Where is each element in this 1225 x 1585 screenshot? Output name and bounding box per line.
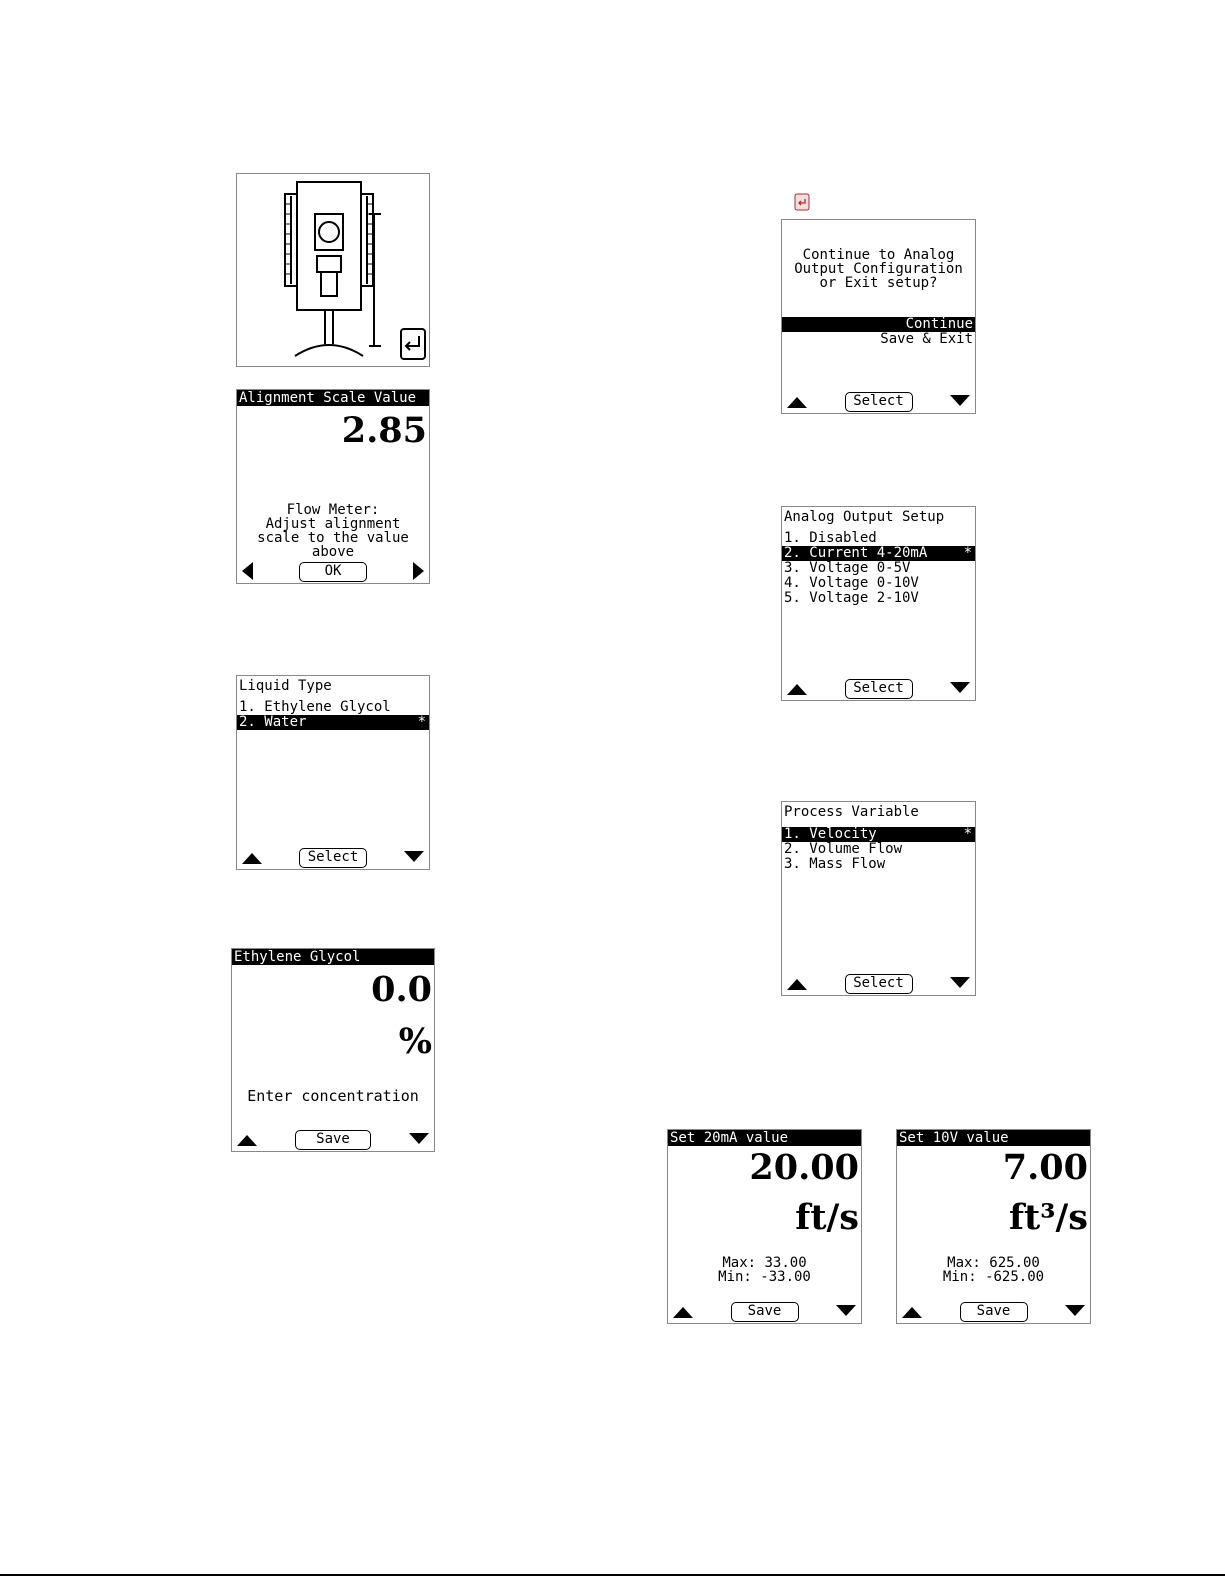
flow-meter-alignment-icon xyxy=(237,174,429,366)
dialog-line-3: or Exit setup? xyxy=(819,275,938,291)
select-button[interactable]: Select xyxy=(845,679,913,699)
setpoint-value: 7.00 xyxy=(1002,1147,1088,1188)
up-arrow-icon[interactable] xyxy=(673,1307,693,1318)
down-arrow-icon[interactable] xyxy=(950,977,970,988)
ok-button[interactable]: OK xyxy=(299,562,367,582)
selected-marker: * xyxy=(963,826,972,842)
message-line-1: Flow Meter: xyxy=(286,502,380,518)
concentration-value: 0.0 xyxy=(371,969,432,1010)
screen-title: Process Variable xyxy=(784,804,919,820)
continue-dialog-screen xyxy=(781,219,976,414)
list-item[interactable]: 3. Mass Flow xyxy=(784,856,886,872)
list-item[interactable]: 1. Ethylene Glycol xyxy=(239,699,391,715)
max-value: Max: 33.00 xyxy=(722,1255,807,1271)
min-value: Min: -625.00 xyxy=(942,1269,1045,1285)
down-arrow-icon[interactable] xyxy=(409,1133,429,1144)
save-button[interactable]: Save xyxy=(731,1302,799,1322)
setpoint-unit: ft/s xyxy=(795,1197,859,1238)
message-line-3: scale to the value xyxy=(257,530,409,546)
liquid-type-screen xyxy=(236,675,430,870)
setpoint-unit: ft³/s xyxy=(1008,1197,1088,1238)
message-line-4: above xyxy=(311,544,355,560)
alignment-value: 2.85 xyxy=(341,410,427,451)
up-arrow-icon[interactable] xyxy=(237,1135,257,1146)
dialog-line-1: Continue to Analog xyxy=(802,247,955,263)
up-arrow-icon[interactable] xyxy=(787,684,807,695)
screen-title: Liquid Type xyxy=(239,678,332,694)
list-item[interactable]: 4. Voltage 0-10V xyxy=(784,575,919,591)
list-item-selected[interactable]: 2. Water * xyxy=(237,715,429,730)
select-button[interactable]: Select xyxy=(845,974,913,994)
min-value: Min: -33.00 xyxy=(718,1269,811,1285)
save-button[interactable]: Save xyxy=(295,1130,371,1150)
ethylene-glycol-screen xyxy=(231,948,435,1152)
set-20ma-screen xyxy=(667,1129,862,1324)
enter-concentration-prompt: Enter concentration xyxy=(247,1087,419,1105)
up-arrow-icon[interactable] xyxy=(787,397,807,408)
up-arrow-icon[interactable] xyxy=(787,979,807,990)
enter-key-icon xyxy=(794,193,810,211)
page-footer-rule xyxy=(0,1574,1225,1576)
setpoint-value: 20.00 xyxy=(749,1147,859,1188)
message-line-2: Adjust alignment xyxy=(265,516,401,532)
screen-title: Ethylene Glycol xyxy=(232,949,434,965)
screen-title: Alignment Scale Value xyxy=(237,390,429,406)
selected-marker: * xyxy=(963,545,972,561)
down-arrow-icon[interactable] xyxy=(950,395,970,406)
save-button[interactable]: Save xyxy=(960,1302,1028,1322)
list-item-selected[interactable]: 1. Velocity * xyxy=(782,827,975,842)
left-arrow-icon[interactable] xyxy=(242,562,253,580)
down-arrow-icon[interactable] xyxy=(836,1305,856,1316)
down-arrow-icon[interactable] xyxy=(404,851,424,862)
max-value: Max: 625.00 xyxy=(947,1255,1040,1271)
dialog-line-2: Output Configuration xyxy=(794,261,963,277)
select-button[interactable]: Select xyxy=(845,392,913,412)
list-item[interactable]: 3. Voltage 0-5V xyxy=(784,560,911,576)
down-arrow-icon[interactable] xyxy=(950,682,970,693)
screen-title: Analog Output Setup xyxy=(784,509,945,525)
list-item[interactable]: 5. Voltage 2-10V xyxy=(784,590,919,606)
list-item[interactable]: 2. Volume Flow xyxy=(784,841,903,857)
screen-title: Set 10V value xyxy=(897,1130,1090,1146)
screen-title: Set 20mA value xyxy=(668,1130,861,1146)
process-variable-screen xyxy=(781,801,976,996)
right-arrow-icon[interactable] xyxy=(413,562,424,580)
concentration-unit: % xyxy=(398,1021,432,1062)
analog-output-setup-screen xyxy=(781,506,976,701)
save-exit-option[interactable]: Save & Exit xyxy=(880,331,973,347)
alignment-scale-screen xyxy=(236,389,430,584)
select-button[interactable]: Select xyxy=(299,848,367,868)
up-arrow-icon[interactable] xyxy=(242,853,262,864)
selected-marker: * xyxy=(417,714,426,730)
list-item-selected[interactable]: 2. Current 4-20mA * xyxy=(782,546,975,561)
continue-option[interactable]: Continue xyxy=(782,317,975,332)
down-arrow-icon[interactable] xyxy=(1065,1305,1085,1316)
set-10v-screen xyxy=(896,1129,1091,1324)
up-arrow-icon[interactable] xyxy=(902,1307,922,1318)
list-item[interactable]: 1. Disabled xyxy=(784,530,877,546)
alignment-illustration-screen xyxy=(236,173,430,367)
